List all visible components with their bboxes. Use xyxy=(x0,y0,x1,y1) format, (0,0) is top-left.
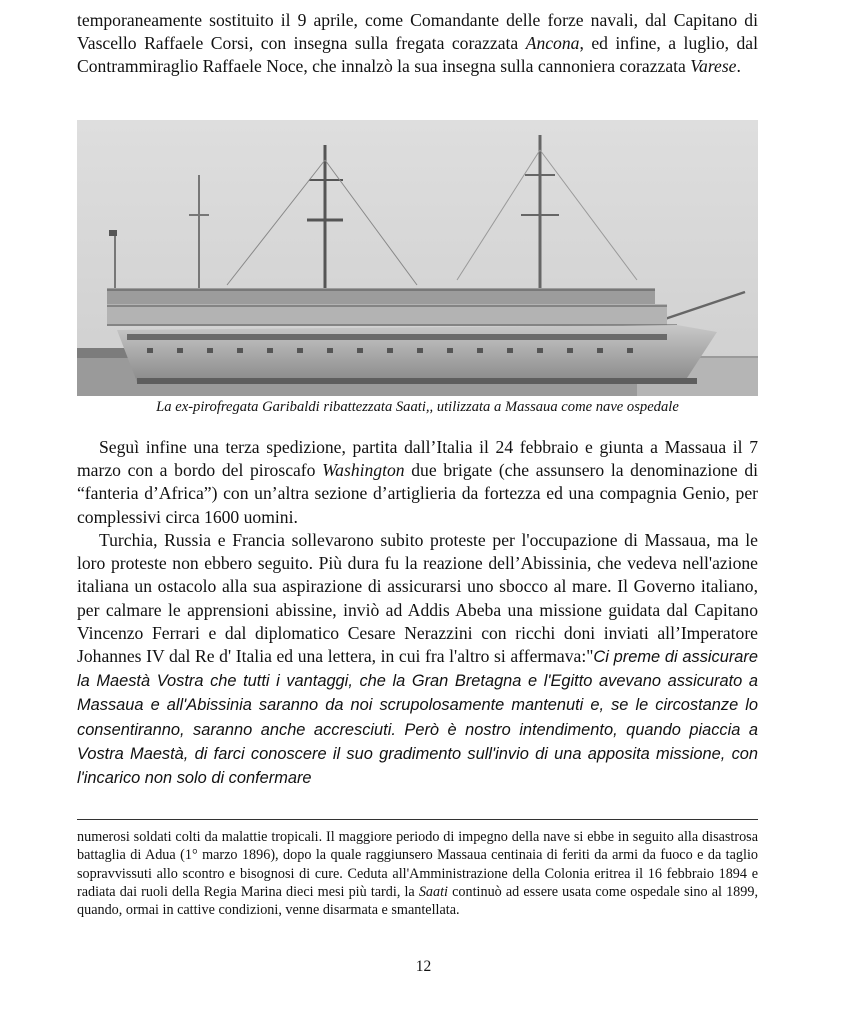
footnote-divider xyxy=(77,819,758,820)
page-number: 12 xyxy=(415,958,432,975)
paragraph-proteste xyxy=(77,529,758,790)
footnote-text: numerosi soldati colti da malattie tropicali. Il maggiore periodo di impegno della nave si ebbe in seguito alla disastrosa battaglia di Adua (1° marzo 1896), dopo la quale raggiunsero Massaua centinaia di feriti da armi da fuoco e da taglio sopravvissuti allo scontro e bisognosi di cure. Ceduta all'Amministrazione della Colonia eritrea il 16 febbraio 1894 e radiata dai ruoli della Regia Marina dieci mesi più tardi, la xyxy=(77,829,758,900)
ship-name-washington: Washington xyxy=(322,460,405,481)
top-paragraph xyxy=(77,9,758,79)
paragraph-text: , ed infine, a luglio, dal Contrammiraglio Raffaele Noce, che innalzò la sua insegna sulla cannoniera corazzata xyxy=(77,33,758,77)
paragraph-text: . xyxy=(736,56,741,77)
footnote-text: continuò ad essere usata come ospedale sino al 1899, quando, ormai in cattive condizioni, venne disarmata e smantellata. xyxy=(77,883,758,919)
ship-name-varese: Varese xyxy=(690,56,737,77)
paragraph-text: temporaneamente sostituito il 9 aprile, come Comandante delle forze navali, dal Capitano di Vascello Raffaele Corsi, con insegna sulla fregata corazzata xyxy=(77,10,758,54)
footnote xyxy=(77,828,758,919)
paragraph-text: due brigate (che assunsero la denominazione di “fanteria d’Africa”) con un’altra sezione d’artiglieria da fortezza ed una compagnia Genio, per complessivi circa 1600 uomini. xyxy=(77,460,758,527)
paragraph-text: Seguì infine una terza spedizione, partita dall’Italia il 24 febbraio e giunta a Massaua il 7 marzo con a bordo del piroscafo xyxy=(77,437,758,481)
paragraph-spedizione xyxy=(77,436,758,529)
paragraph-text: Turchia, Russia e Francia sollevarono subito proteste per l'occupazione di Massaua, ma le loro proteste non ebbero seguito. Più dura fu la reazione dell’Abissinia, che vedeva nell'azione italiana un ostacolo alla sua aspirazione di assicurarsi uno sbocco al mare. Il Governo italiano, per calmare le apprensioni abissine, inviò ad Addis Abeba una missione guidata dal Capitano Vincenzo Ferrari e dal diplomatico Cesare Nerazzini con ricchi doni inviati all’Imperatore Johannes IV dal Re d' Italia ed una lettera, in cui fra l'altro si affermava:" xyxy=(77,530,758,667)
ship-name-ancona: Ancona xyxy=(525,33,580,54)
ship-illustration xyxy=(77,120,758,396)
ship-photograph xyxy=(77,120,758,396)
quoted-letter: Ci preme di assicurare la Maestà Vostra che tutti i vantaggi, che la Gran Bretagna e l'Egitto avevano assicurato a Massaua e all'Abissinia saranno da noi scrupolosamente mantenuti e, se le circostanze lo consentiranno, saranno anche accresciuti. Però è nostro intendimento, quando piaccia a Vostra Maestà, di farci conoscere il suo gradimento sull'invio di una apposita missione, con l'incarico non solo di confermare xyxy=(77,648,758,788)
figure-caption: La ex-pirofregata Garibaldi ribattezzata Saati,, utilizzata a Massaua come nave ospedale xyxy=(156,399,679,415)
ship-name-saati: Saati xyxy=(418,883,448,900)
